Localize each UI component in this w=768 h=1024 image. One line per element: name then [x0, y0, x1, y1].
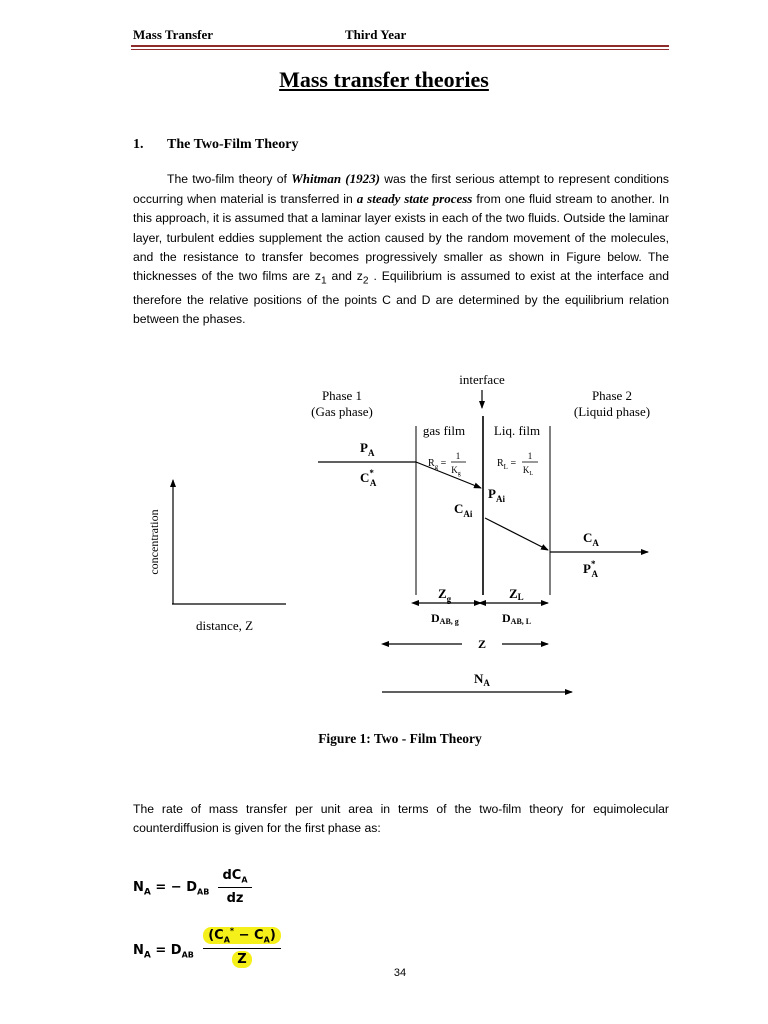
rg-den: $K_g$ — [451, 465, 461, 477]
phase2-sub: (Liquid phase) — [573, 404, 651, 419]
figure-caption: Figure 1: Two - Film Theory — [318, 731, 482, 746]
highlighted-denominator: Z — [232, 951, 251, 968]
rl-num: 1 — [527, 451, 533, 461]
phase1-sub: (Gas phase) — [311, 404, 373, 419]
dabl-label: DAB, L — [502, 611, 532, 626]
section-number: 1. — [133, 137, 144, 152]
x-axis-label: distance, Z — [196, 618, 254, 633]
equation-2-lhs: $N_A = D_{AB}$ — [133, 943, 194, 961]
header-rule-thin — [131, 49, 669, 50]
gas-film-profile — [416, 462, 481, 488]
dabg-label: DAB, g — [431, 611, 459, 626]
phase1-label: Phase 1 — [321, 388, 363, 403]
page-number: 34 — [393, 967, 407, 979]
section-heading: The Two-Film Theory — [167, 137, 299, 152]
ca-label: $C_A$ — [583, 530, 599, 548]
zl-label: ZL — [509, 586, 524, 602]
liq-film-label: Liq. film — [493, 423, 541, 438]
pa-label: $P_A$ — [360, 440, 375, 458]
cai-label: $C_{Ai}$ — [454, 501, 473, 519]
na-label: $N_A$ — [474, 671, 490, 688]
header-year: Third Year — [345, 27, 407, 42]
liq-film-profile — [485, 518, 548, 550]
page-title: Mass transfer theories — [279, 67, 489, 92]
header-rule — [131, 45, 669, 47]
zg-label: $Z_g$ — [438, 586, 452, 604]
rl-label: $R_L$ = — [497, 458, 517, 471]
pai-label: $P_{Ai}$ — [488, 486, 505, 504]
equation-1-lhs: $N_A$ = − $D_{AB}$ — [133, 880, 210, 898]
ca-star-label: C* A — [360, 468, 377, 488]
rate-paragraph: The rate of mass transfer per unit area in terms of the two-film theory for equimolecular counterdiffusion is given for the first phase as: — [133, 802, 669, 836]
rg-label: $R_g$ = — [428, 458, 447, 471]
intro-paragraph: The two-film theory of Whitman (1923) was the first serious attempt to represent conditions occurring when material is transferred in a steady state process from one fluid stream to another. In this approach, it is assumed that a laminar layer exists in each of the two fluids. Outside the laminar layer, turbulent eddies supplement the action caused by the random movement of the molecules, and the resistance to transfer becomes progressively smaller as shown in Figure below. The thicknesses of the two films are $z_1$ and $z_2$ . Equilibrium is assumed to exist at the interface and therefore the relative positions of the points C and D are determined by the equilibrium relation between the phases. — [133, 171, 670, 326]
header-course: Mass Transfer — [133, 27, 214, 42]
equation-2-fraction — [203, 927, 281, 967]
rl-den: $K_L$ — [522, 465, 534, 477]
author-ref: Whitman (1923) — [291, 171, 380, 186]
highlighted-numerator: $(C_A^* - C_A)$ — [203, 927, 281, 944]
phase2-label: Phase 2 — [591, 388, 633, 403]
interface-label: interface — [459, 372, 505, 387]
pa-star-label: P* A — [583, 559, 598, 579]
equation-1-fraction: $dC_A$ dz — [218, 868, 252, 906]
rg-num: 1 — [455, 451, 461, 461]
steady-state-emph: a steady state process — [356, 191, 473, 207]
y-axis-label: concentration — [147, 509, 161, 575]
gas-film-label: gas film — [422, 423, 466, 438]
z-label: Z — [477, 637, 487, 651]
two-film-figure — [0, 360, 768, 730]
